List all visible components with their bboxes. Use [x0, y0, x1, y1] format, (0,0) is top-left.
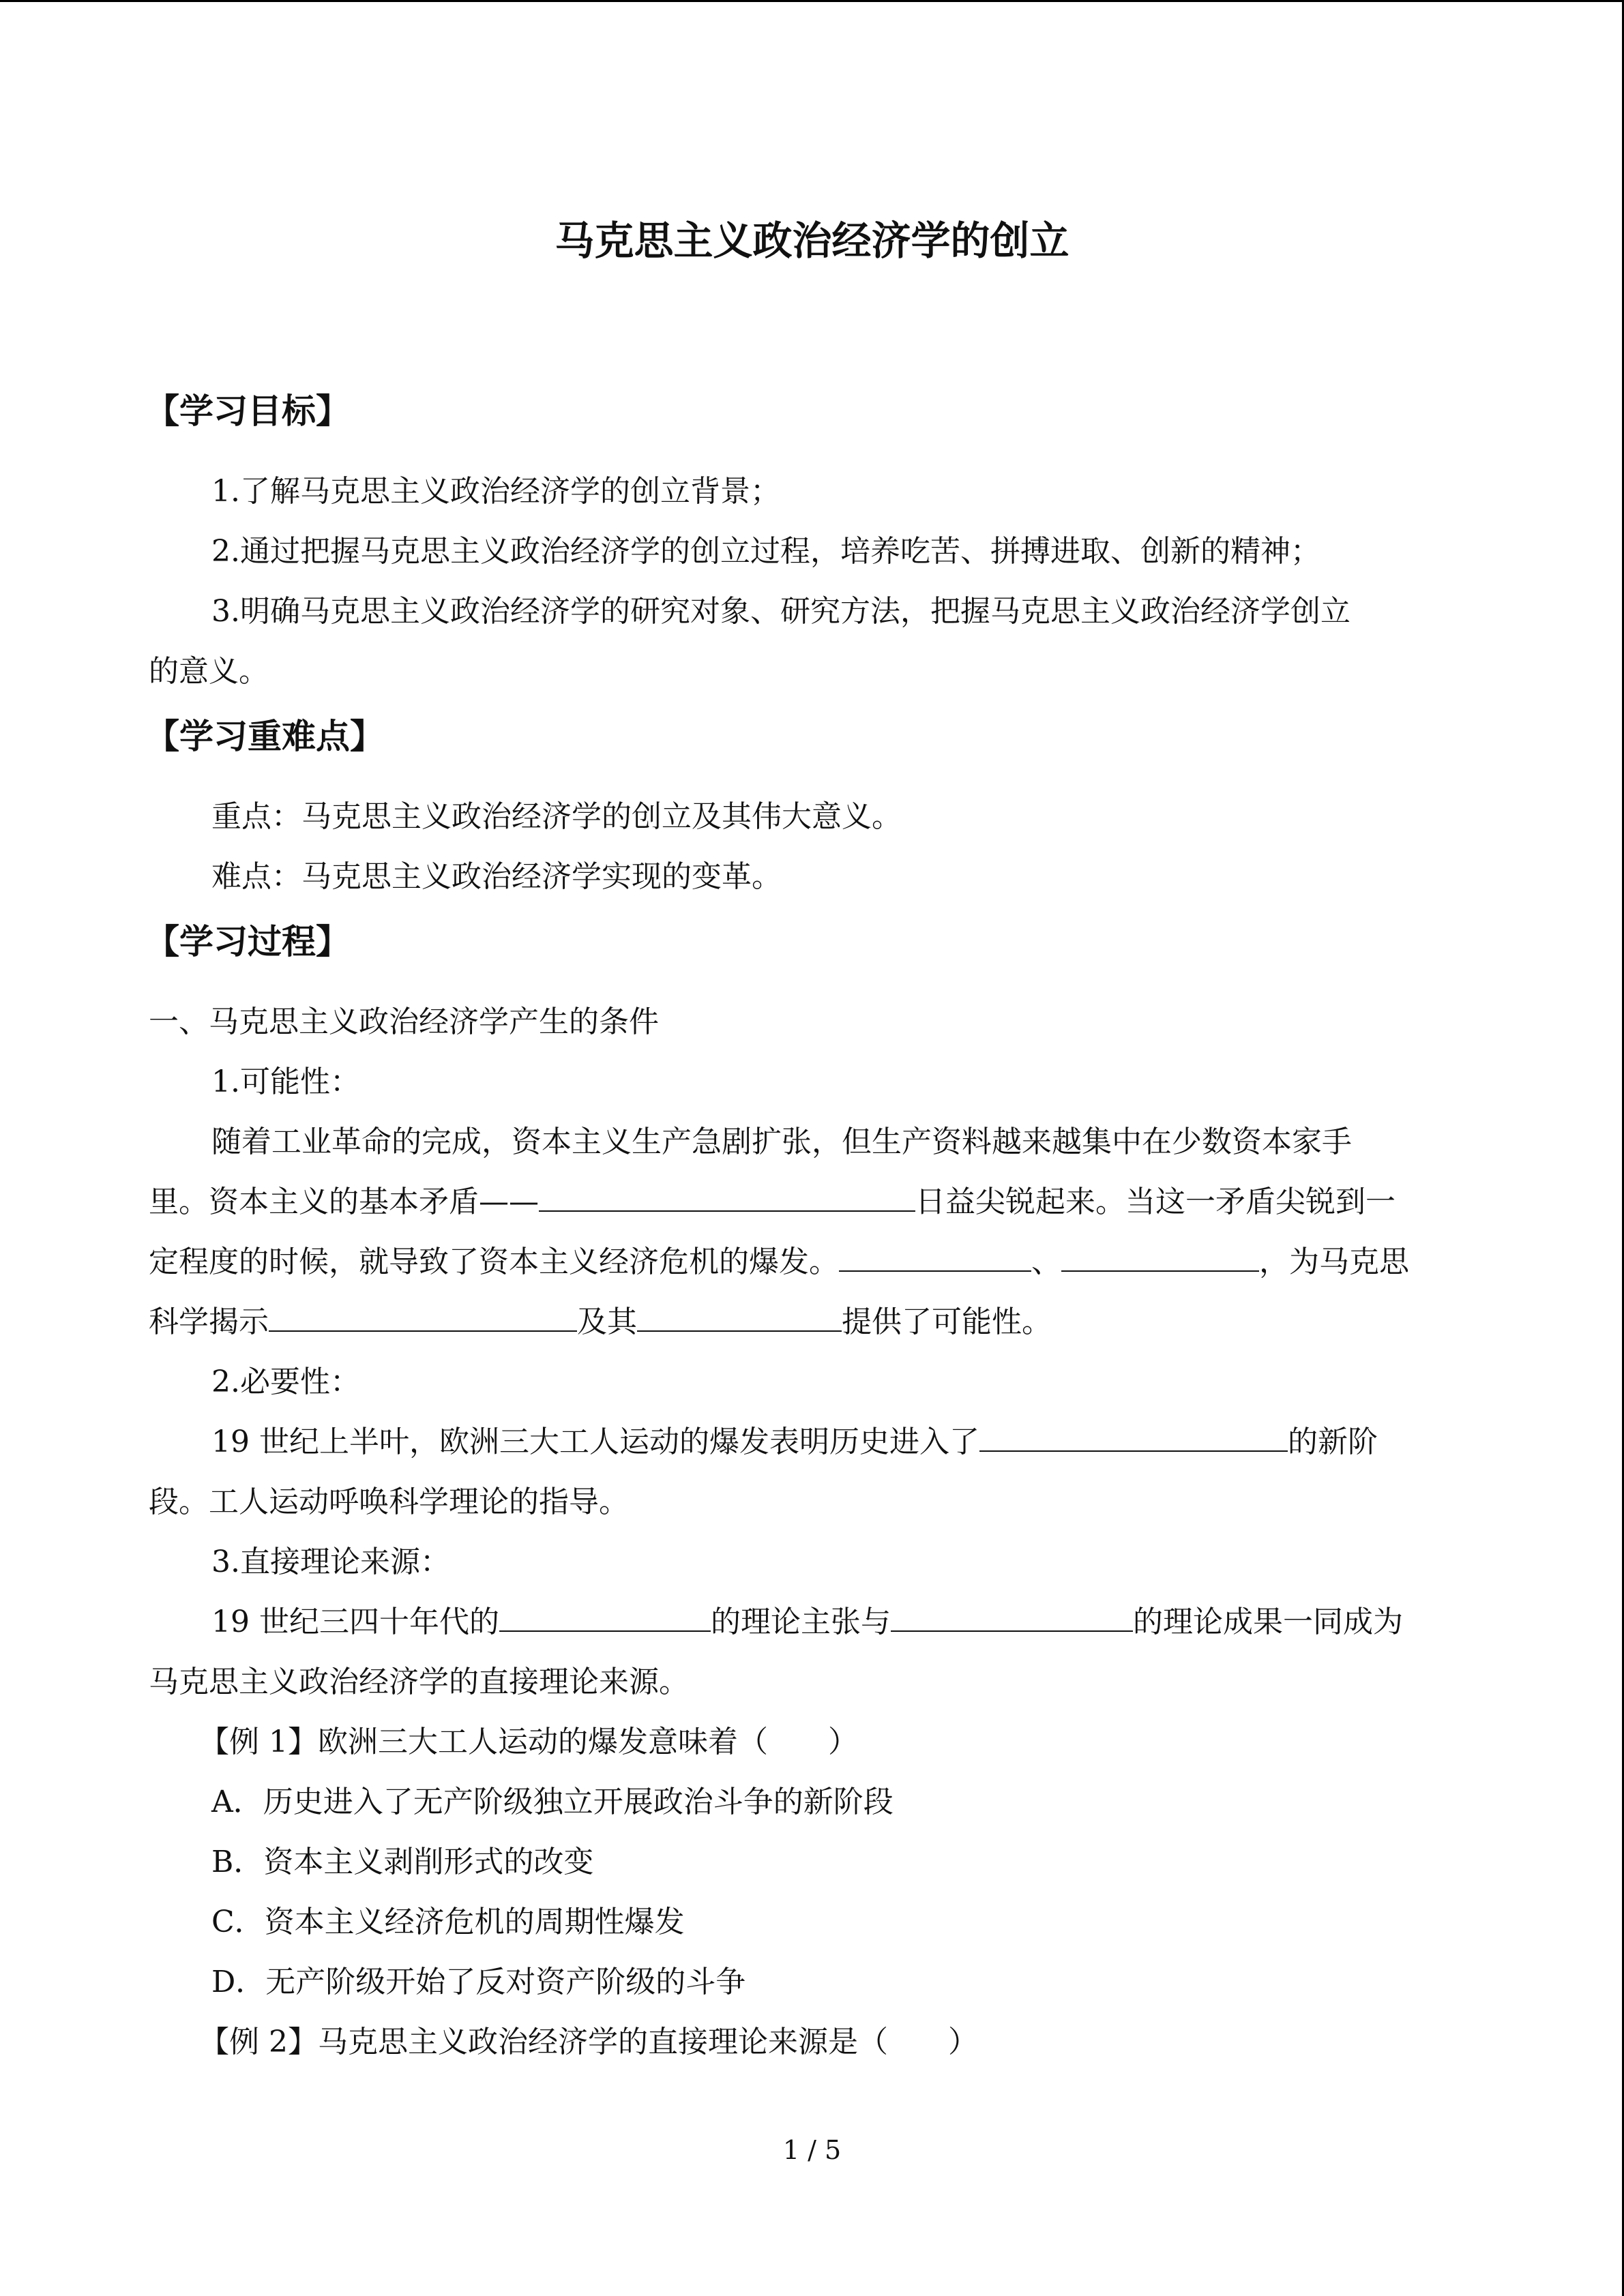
text-segment: 日益尖锐起来。当这一矛盾尖锐到一 [915, 1184, 1396, 1219]
fill-blank[interactable] [839, 1243, 1031, 1272]
example1-option-d[interactable]: D．无产阶级开始了反对资产阶级的斗争 [211, 1965, 746, 1999]
possibility-label: 1.可能性： [211, 1064, 360, 1099]
fill-blank[interactable] [1061, 1243, 1259, 1272]
process-heading: 【学习过程】 [145, 922, 350, 961]
possibility-line-4 [149, 1298, 1052, 1346]
necessity-line-1 [211, 1418, 1378, 1466]
text-segment: 提供了可能性。 [842, 1304, 1052, 1339]
objective-item-1: 1.了解马克思主义政治经济学的创立背景； [211, 474, 780, 509]
possibility-line-3 [149, 1238, 1409, 1286]
objective-item-2: 2.通过把握马克思主义政治经济学的创立过程，培养吃苦、拼搏进取、创新的精神； [211, 534, 1320, 569]
source-line-2: 马克思主义政治经济学的直接理论来源。 [149, 1665, 689, 1699]
necessity-label: 2.必要性： [211, 1365, 360, 1399]
source-label: 3.直接理论来源： [211, 1545, 450, 1579]
example1-option-c[interactable]: C．资本主义经济危机的周期性爆发 [211, 1905, 685, 1939]
fill-blank[interactable] [499, 1603, 711, 1632]
key-points-heading: 【学习重难点】 [145, 717, 384, 756]
text-segment: 的理论主张与 [710, 1605, 891, 1639]
necessity-line-2: 段。工人运动呼唤科学理论的指导。 [149, 1485, 629, 1519]
example1-option-a[interactable]: A．历史进入了无产阶级独立开展政治斗争的新阶段 [211, 1785, 894, 1819]
text-segment: ，为马克思 [1259, 1244, 1409, 1279]
example2-question: 【例 2】马克思主义政治经济学的直接理论来源是（ ） [199, 2025, 978, 2059]
example1-option-b[interactable]: B．资本主义剥削形式的改变 [211, 1845, 594, 1879]
possibility-line-1: 随着工业革命的完成，资本主义生产急剧扩张，但生产资料越来越集中在少数资本家手 [211, 1124, 1352, 1159]
fill-blank[interactable] [539, 1183, 915, 1212]
possibility-line-2 [149, 1178, 1396, 1226]
text-segment: 19 世纪上半叶，欧洲三大工人运动的爆发表明历史进入了 [211, 1425, 979, 1459]
text-segment: 及其 [577, 1304, 637, 1339]
source-line-1 [211, 1598, 1403, 1646]
focus-point: 重点：马克思主义政治经济学的创立及其伟大意义。 [211, 799, 902, 834]
text-segment: 定程度的时候，就导致了资本主义经济危机的爆发。 [149, 1244, 839, 1279]
objective-item-3: 3.明确马克思主义政治经济学的研究对象、研究方法，把握马克思主义政治经济学创立 [211, 594, 1350, 629]
difficulty-point: 难点：马克思主义政治经济学实现的变革。 [211, 859, 782, 894]
fill-blank[interactable] [891, 1603, 1133, 1632]
text-segment: 、 [1031, 1244, 1061, 1279]
fill-blank[interactable] [269, 1303, 577, 1332]
text-segment: 的新阶 [1287, 1425, 1378, 1459]
text-segment: 的理论成果一同成为 [1132, 1605, 1403, 1639]
page-number: 1 / 5 [782, 2135, 842, 2165]
text-segment: 科学揭示 [149, 1304, 269, 1339]
fill-blank[interactable] [979, 1423, 1288, 1452]
example1-question: 【例 1】欧洲三大工人运动的爆发意味着（ ） [199, 1725, 858, 1759]
fill-blank[interactable] [637, 1303, 842, 1332]
text-segment: 19 世纪三四十年代的 [211, 1605, 499, 1639]
page-title: 马克思主义政治经济学的创立 [555, 218, 1069, 264]
text-segment: 里。资本主义的基本矛盾—— [149, 1184, 539, 1219]
part1-title: 一、马克思主义政治经济学产生的条件 [149, 1004, 659, 1039]
objectives-heading: 【学习目标】 [145, 391, 350, 431]
objective-item-3-cont: 的意义。 [149, 654, 269, 689]
